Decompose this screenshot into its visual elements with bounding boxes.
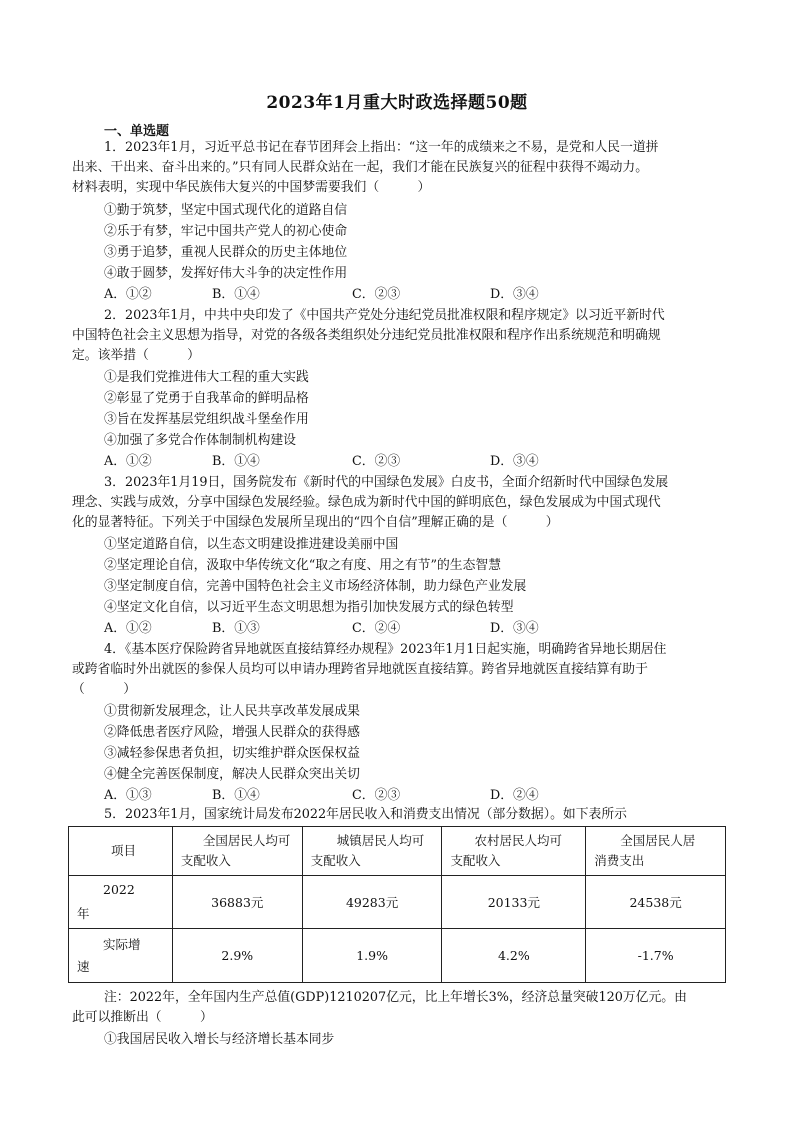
table-cell: 2.9% bbox=[172, 929, 302, 983]
q1-choice-d[interactable]: D．③④ bbox=[490, 287, 539, 302]
q3-choice-d[interactable]: D．③④ bbox=[490, 621, 539, 636]
table-row-label: 实际增 速 bbox=[69, 929, 173, 983]
q1-choice-b[interactable]: B．①④ bbox=[212, 287, 260, 302]
q4-line-1: 4．《基本医疗保险跨省异地就医直接结算经办规程》2023年1月1日起实施，明确跨省异地长期居住 bbox=[104, 642, 667, 657]
table-cell: 1.9% bbox=[302, 929, 442, 983]
q4-choice-c[interactable]: C．②③ bbox=[352, 788, 401, 803]
q1-line-2: 出来、干出来、奋斗出来的。”只有同人民群众站在一起，我们才能在民族复兴的征程中获得不竭动力。 bbox=[72, 160, 649, 175]
q4-item-2: ②降低患者医疗风险，增强人民群众的获得感 bbox=[104, 725, 360, 740]
q3-choice-c[interactable]: C．②④ bbox=[352, 621, 401, 636]
q1-line-1: 1．2023年1月，习近平总书记在春节团拜会上指出：“这一年的成绩来之不易，是党和人民一道拼 bbox=[104, 140, 659, 155]
table-cell: 49283元 bbox=[302, 876, 442, 929]
q5-intro: 5．2023年1月，国家统计局发布2022年居民收入和消费支出情况（部分数据）。如下表所示 bbox=[104, 807, 627, 822]
q5-item-1: ①我国居民收入增长与经济增长基本同步 bbox=[104, 1032, 335, 1047]
q4-item-1: ①贯彻新发展理念，让人民共享改革发展成果 bbox=[104, 704, 360, 719]
table-header-cell: 全国居民人均可 支配收入 bbox=[172, 827, 302, 876]
table-row bbox=[69, 929, 726, 983]
q2-item-4: ④加强了多党合作体制制机构建设 bbox=[104, 433, 296, 448]
table-cell: 24538元 bbox=[586, 876, 726, 929]
q4-item-4: ④健全完善医保制度，解决人民群众突出关切 bbox=[104, 767, 360, 782]
q2-choice-b[interactable]: B．①④ bbox=[212, 454, 260, 469]
q1-item-3: ③勇于追梦，重视人民群众的历史主体地位 bbox=[104, 245, 348, 260]
q2-line-2: 中国特色社会主义思想为指导，对党的各级各类组织处分违纪党员批准权限和程序作出系统规范和明确规 bbox=[72, 328, 661, 343]
q3-item-1: ①坚定道路自信，以生态文明建设推进建设美丽中国 bbox=[104, 537, 399, 552]
q2-item-2: ②彰显了党勇于自我革命的鲜明品格 bbox=[104, 391, 309, 406]
table-header-cell: 项目 bbox=[69, 827, 173, 876]
q2-item-1: ①是我们党推进伟大工程的重大实践 bbox=[104, 370, 309, 385]
q3-choices bbox=[104, 619, 704, 639]
q1-choice-c[interactable]: C．②③ bbox=[352, 287, 401, 302]
q3-choice-b[interactable]: B．①③ bbox=[212, 621, 260, 636]
q2-item-3: ③旨在发挥基层党组织战斗堡垒作用 bbox=[104, 412, 309, 427]
income-table bbox=[68, 826, 726, 983]
q4-item-3: ③减轻参保患者负担，切实维护群众医保权益 bbox=[104, 746, 360, 761]
q1-item-1: ①勤于筑梦，坚定中国式现代化的道路自信 bbox=[104, 203, 348, 218]
q5-note-line-2: 此可以推断出（ ） bbox=[72, 1010, 213, 1025]
table-cell: 36883元 bbox=[172, 876, 302, 929]
q1-item-2: ②乐于有梦，牢记中国共产党人的初心使命 bbox=[104, 224, 348, 239]
q5-note-line-1: 注：2022年，全年国内生产总值(GDP)1210207亿元，比上年增长3%，经济总量突破120万亿元。由 bbox=[104, 990, 687, 1005]
q4-choice-a[interactable]: A．①③ bbox=[104, 788, 152, 803]
q3-line-3: 化的显著特征。下列关于中国绿色发展所呈现出的“四个自信”理解正确的是（ ） bbox=[72, 515, 559, 530]
q2-choice-d[interactable]: D．③④ bbox=[490, 454, 539, 469]
table-cell: 20133元 bbox=[442, 876, 586, 929]
q4-line-2: 或跨省临时外出就医的参保人员均可以申请办理跨省异地就医直接结算。跨省异地就医直接结算有助于 bbox=[72, 662, 648, 677]
q2-line-1: 2．2023年1月，中共中央印发了《中国共产党处分违纪党员批准权限和程序规定》以习近平新时代 bbox=[104, 308, 665, 323]
table-header-cell: 农村居民人均可 支配收入 bbox=[442, 827, 586, 876]
q4-choices bbox=[104, 786, 704, 806]
table-header-cell: 城镇居民人均可 支配收入 bbox=[302, 827, 442, 876]
q1-choice-a[interactable]: A．①② bbox=[104, 287, 152, 302]
q4-choice-b[interactable]: B．①④ bbox=[212, 788, 260, 803]
q3-choice-a[interactable]: A．①② bbox=[104, 621, 152, 636]
q4-choice-d[interactable]: D．②④ bbox=[490, 788, 539, 803]
q2-line-3: 定。该举措（ ） bbox=[72, 348, 200, 363]
table-row bbox=[69, 876, 726, 929]
table-row-label: 2022 年 bbox=[69, 876, 173, 929]
q1-choices bbox=[104, 285, 704, 305]
q3-line-2: 理念、实践与成效，分享中国绿色发展经验。绿色成为新时代中国的鲜明底色，绿色发展成为中国式现代 bbox=[72, 495, 661, 510]
section-heading: 一、单选题 bbox=[104, 124, 170, 139]
q1-line-3: 材料表明，实现中华民族伟大复兴的中国梦需要我们（ ） bbox=[72, 180, 431, 195]
q3-line-1: 3．2023年1月19日，国务院发布《新时代的中国绿色发展》白皮书，全面介绍新时代中国绿色发展 bbox=[104, 475, 669, 490]
q3-item-3: ③坚定制度自信，完善中国特色社会主义市场经济体制，助力绿色产业发展 bbox=[104, 579, 527, 594]
q2-choice-c[interactable]: C．②③ bbox=[352, 454, 401, 469]
table-header-cell: 全国居民人居 消费支出 bbox=[586, 827, 726, 876]
q3-item-2: ②坚定理论自信，汲取中华传统文化“取之有度、用之有节”的生态智慧 bbox=[104, 558, 501, 573]
page-title: 2023年1月重大时政选择题50题 bbox=[266, 93, 528, 113]
table-cell: 4.2% bbox=[442, 929, 586, 983]
q2-choices bbox=[104, 452, 704, 472]
q4-line-3: （ ） bbox=[72, 682, 136, 697]
table-header-row bbox=[69, 827, 726, 876]
table-cell: -1.7% bbox=[586, 929, 726, 983]
q2-choice-a[interactable]: A．①② bbox=[104, 454, 152, 469]
q3-item-4: ④坚定文化自信，以习近平生态文明思想为指引加快发展方式的绿色转型 bbox=[104, 600, 514, 615]
q1-item-4: ④敢于圆梦，发挥好伟大斗争的决定性作用 bbox=[104, 266, 348, 281]
